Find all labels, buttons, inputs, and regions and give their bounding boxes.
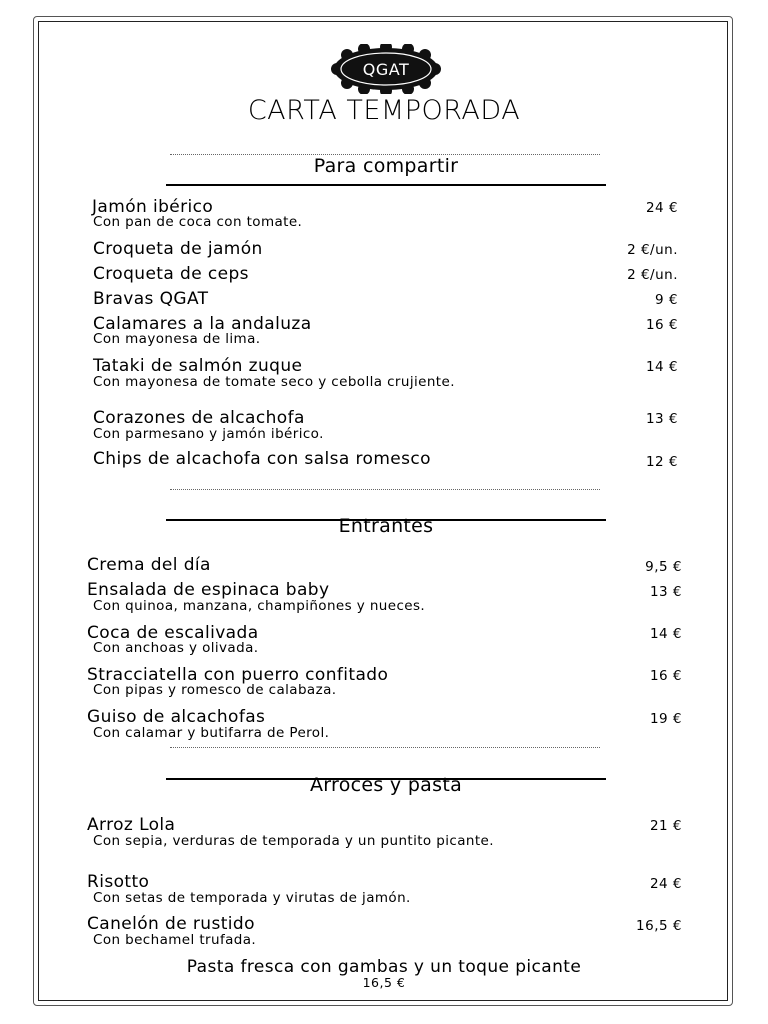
item-description: Con pipas y romesco de calabaza. [93,682,337,698]
dotted-divider [170,747,600,748]
section-title-entrantes: Entrantes [338,515,434,537]
dotted-divider [170,489,600,490]
item-price: 9,5 € [645,559,682,575]
item-price: 9 € [655,292,678,308]
item-name: Corazones de alcachofa [93,408,305,428]
item-price: 2 €/un. [627,267,678,283]
item-name: Jamón ibérico [92,197,214,217]
item-description: Con mayonesa de lima. [93,331,261,347]
item-price: 14 € [645,359,678,375]
logo-text: QGAT [362,60,410,79]
item-name: Tataki de salmón zuque [93,356,303,376]
item-description: Con mayonesa de tomate seco y cebolla crujiente. [93,374,455,390]
item-price: 12 € [645,454,678,470]
item-name: Canelón de rustido [87,914,255,934]
item-price: 16,5 € [636,918,682,934]
item-description: Con calamar y butifarra de Perol. [93,725,330,741]
item-name: Bravas QGAT [93,289,209,309]
menu-title: CARTA TEMPORADA [247,95,521,126]
item-price: 14 € [649,626,682,642]
item-price: 13 € [649,584,682,600]
item-name: Guiso de alcachofas [87,707,266,727]
item-description: Con anchoas y olivada. [93,640,259,656]
item-description: Con quinoa, manzana, champiñones y nueces. [93,598,426,614]
item-name: Risotto [87,872,150,892]
item-name: Pasta fresca con gambas y un toque picante [186,957,582,977]
section-title-para-compartir: Para compartir [313,155,459,177]
item-description: Con sepia, verduras de temporada y un puntito picante. [93,833,494,849]
section-rule [166,184,606,186]
item-price: 16,5 € [362,975,406,990]
item-price: 24 € [645,200,678,216]
section-title-arroces-y-pasta: Arroces y pasta [309,774,463,796]
item-name: Crema del día [87,555,211,575]
item-description: Con pan de coca con tomate. [93,214,303,230]
item-name: Chips de alcachofa con salsa romesco [93,449,431,469]
item-price: 24 € [649,876,682,892]
item-price: 21 € [649,818,682,834]
item-price: 13 € [645,411,678,427]
item-price: 16 € [649,668,682,684]
item-description: Con setas de temporada y virutas de jamón. [93,890,411,906]
item-price: 2 €/un. [627,242,678,258]
item-name: Croqueta de ceps [93,264,249,284]
item-name: Arroz Lola [87,815,176,835]
item-name: Stracciatella con puerro confitado [87,665,389,685]
item-description: Con parmesano y jamón ibérico. [93,426,324,442]
item-name: Croqueta de jamón [93,239,263,259]
item-name: Ensalada de espinaca baby [87,580,330,600]
item-price: 19 € [649,711,682,727]
item-description: Con bechamel trufada. [93,932,257,948]
item-name: Coca de escalivada [87,623,259,643]
item-name: Calamares a la andaluza [93,314,312,334]
item-price: 16 € [645,317,678,333]
qgat-logo [327,44,445,94]
